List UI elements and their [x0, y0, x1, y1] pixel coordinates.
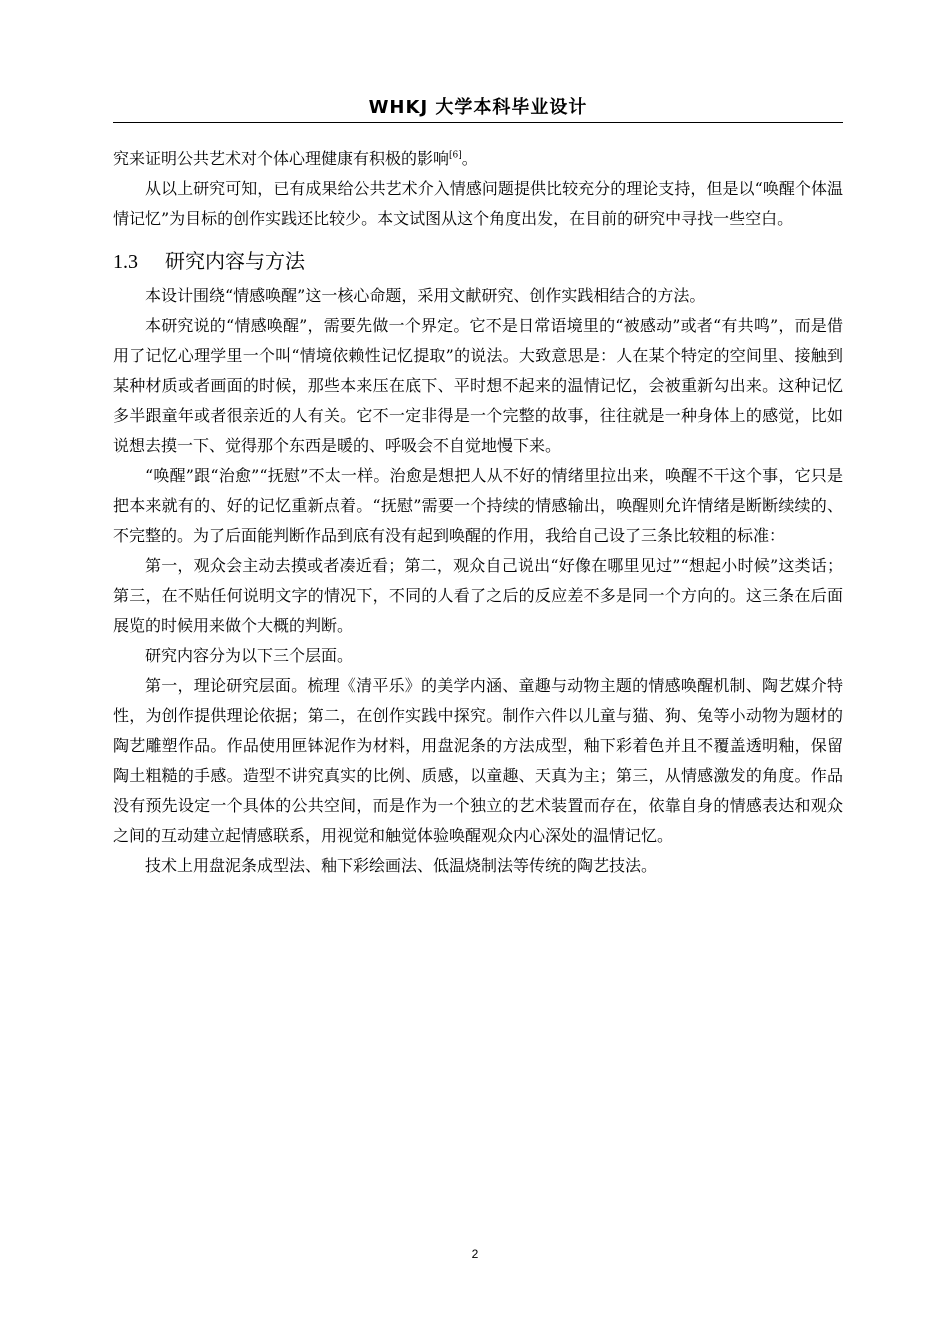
- paragraph: 技术上用盘泥条成型法、釉下彩绘画法、低温烧制法等传统的陶艺技法。: [145, 856, 658, 875]
- paragraph: 研究内容分为以下三个层面。: [145, 646, 354, 665]
- paragraph-continuation-tail: 。: [461, 149, 478, 168]
- paragraph: 第一，理论研究层面。梳理《清平乐》的美学内涵、童趣与动物主题的情感唤醒机制、陶艺媒介特性，为创作提供理论依据；第二，在创作实践中探究。制作六件以儿童与猫、狗、兔等小动物为题材的陶艺雕塑作品。作品使用匣钵泥作为材料，用盘泥条的方法成型，釉下彩着色并且不覆盖透明釉，保留陶土粗糙的手感。造型不讲究真实的比例、质感，以童趣、天真为主；第三，从情感激发的角度。作品没有预先设定一个具体的公共空间，而是作为一个独立的艺术装置而存在，依靠自身的情感表达和观众之间的互动建立起情感联系，用视觉和触觉体验唤醒观众内心深处的温情记忆。: [113, 676, 843, 845]
- paragraph: 第一，观众会主动去摸或者凑近看；第二，观众自己说出“好像在哪里见过”“想起小时候”这类话；第三，在不贴任何说明文字的情况下，不同的人看了之后的反应差不多是同一个方向的。这三条在后面展览的时候用来做个大概的判断。: [113, 556, 843, 635]
- document-body: [113, 144, 843, 881]
- page-number: 2: [471, 1247, 479, 1261]
- section-title: 研究内容与方法: [165, 249, 305, 273]
- paragraph: 本设计围绕“情感唤醒”这一核心命题，采用文献研究、创作实践相结合的方法。: [145, 286, 706, 305]
- section-number: 1.3: [113, 251, 138, 273]
- paragraph-continuation-text: 究来证明公共艺术对个体心理健康有积极的影响: [113, 149, 450, 168]
- paragraph: 本研究说的“情感唤醒”，需要先做一个界定。它不是日常语境里的“被感动”或者“有共鸣”，而是借用了记忆心理学里一个叫“情境依赖性记忆提取”的说法。大致意思是：人在某个特定的空间里、接触到某种材质或者画面的时候，那些本来压在底下、平时想不起来的温情记忆，会被重新勾出来。这种记忆多半跟童年或者很亲近的人有关。它不一定非得是一个完整的故事，往往就是一种身体上的感觉，比如说想去摸一下、觉得那个东西是暖的、呼吸会不自觉地慢下来。: [113, 316, 843, 455]
- paragraph-continuation: [113, 144, 843, 174]
- header-title: WHKJ 大学本科毕业设计: [368, 97, 588, 118]
- citation-ref[interactable]: [6]: [449, 150, 462, 161]
- page-header: [113, 97, 843, 123]
- section-heading: [113, 234, 843, 281]
- paragraph-summary: 从以上研究可知，已有成果给公共艺术介入情感问题提供比较充分的理论支持，但是以“唤醒个体温情记忆”为目标的创作实践还比较少。本文试图从这个角度出发，在目前的研究中寻找一些空白。: [113, 179, 843, 228]
- paragraph: “唤醒”跟“治愈”“抚慰”不太一样。治愈是想把人从不好的情绪里拉出来，唤醒不干这个事，它只是把本来就有的、好的记忆重新点着。“抚慰”需要一个持续的情感输出，唤醒则允许情绪是断断续续的、不完整的。为了后面能判断作品到底有没有起到唤醒的作用，我给自己设了三条比较粗的标准：: [113, 466, 843, 545]
